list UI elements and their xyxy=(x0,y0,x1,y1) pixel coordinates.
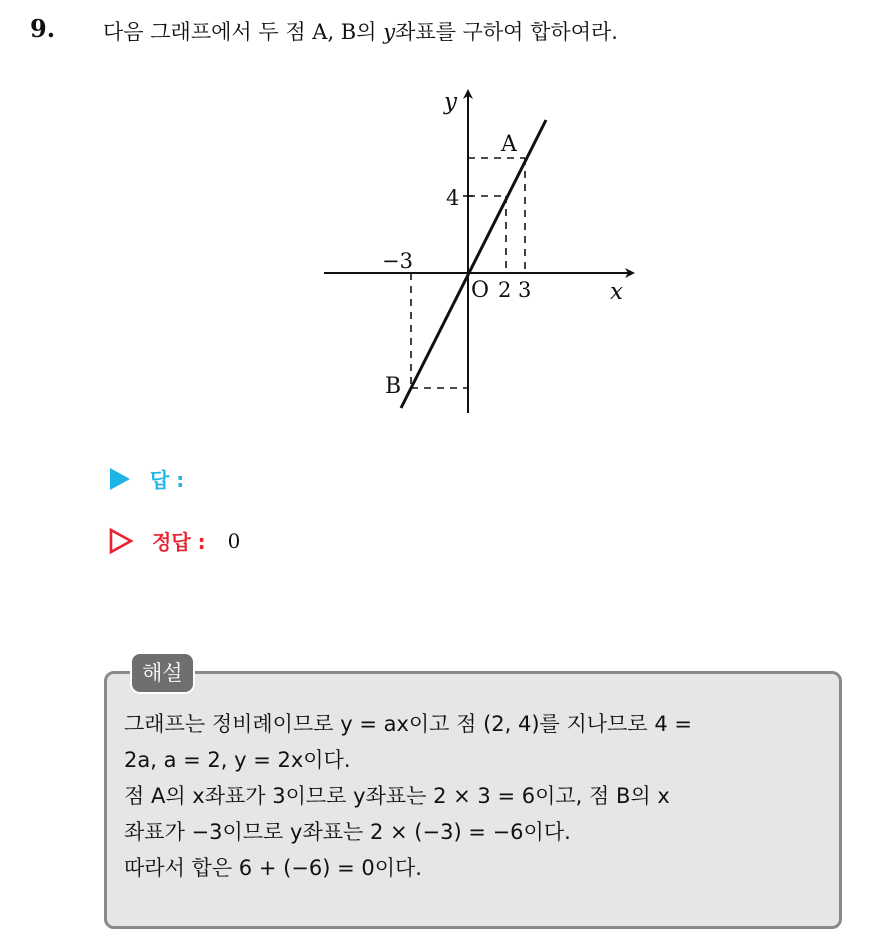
solution-line: 따라서 합은 6 + (−6) = 0이다. xyxy=(124,856,422,880)
solution-line: 좌표가 −3이므로 y좌표는 2 × (−3) = −6이다. xyxy=(124,820,571,844)
tick-x-neg3-label: −3 xyxy=(382,249,413,273)
solution-line: 2a, a = 2, y = 2x이다. xyxy=(124,748,351,772)
question-number: 9. xyxy=(30,14,56,43)
tick-x-3-label: 3 xyxy=(518,278,532,302)
correct-arrow-icon xyxy=(108,527,134,555)
solution-text xyxy=(124,706,829,886)
solution-line: 점 A의 x좌표가 3이므로 y좌표는 2 × 3 = 6이고, 점 B의 x xyxy=(124,784,670,808)
tick-y-4-label: 4 xyxy=(446,186,460,210)
solution-line: 그래프는 정비례이므로 y = ax이고 점 (2, 4)를 지나므로 4 = xyxy=(124,712,692,736)
solution-tag: 해설 xyxy=(130,652,195,694)
point-b-label: B xyxy=(385,374,402,399)
correct-answer-value: 0 xyxy=(227,528,241,553)
axis-x-label: x xyxy=(610,279,623,305)
proportion-graph xyxy=(318,85,648,420)
tick-x-2-label: 2 xyxy=(498,278,512,302)
axis-y-label: y xyxy=(444,89,457,115)
question-text: 다음 그래프에서 두 점 A, B의 y좌표를 구하여 합하여라. xyxy=(103,20,618,44)
answer-arrow-icon xyxy=(108,466,132,492)
answer-row xyxy=(108,464,206,493)
point-a-label: A xyxy=(501,132,517,157)
correct-answer-row xyxy=(108,526,240,555)
correct-answer-label: 정답 : xyxy=(152,530,206,554)
origin-label: O xyxy=(471,278,490,303)
answer-label: 답 : xyxy=(150,468,185,492)
